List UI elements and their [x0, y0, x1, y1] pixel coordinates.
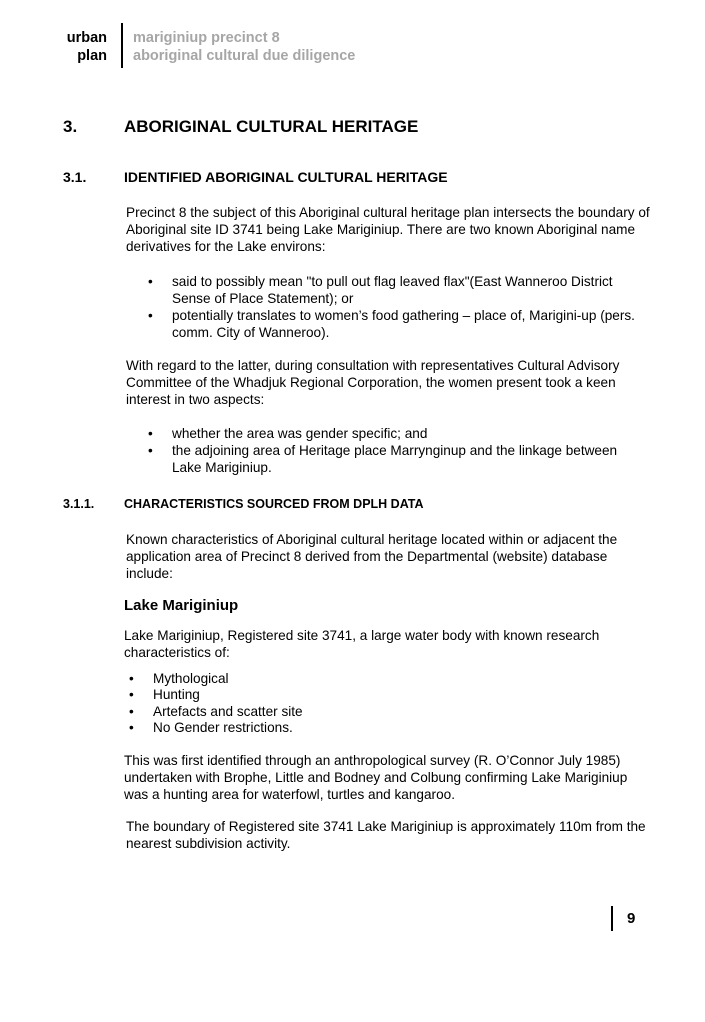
list-item: • the adjoining area of Heritage place Marrynginup and the linkage between Lake Mariginiup. [172, 442, 647, 476]
survey-paragraph: This was first identified through an anthropological survey (R. O’Connor July 1985) undertaken with Brophe, Little and Bodney and Colbung confirming Lake Mariginiup was a hunting area for waterfowl, turtles and kangaroo. [124, 753, 628, 802]
document-title-line1: mariginiup precinct 8 [133, 30, 280, 46]
subsection-title: IDENTIFIED ABORIGINAL CULTURAL HERITAGE [124, 169, 448, 185]
list-item: • Mythological [153, 671, 573, 687]
lake-heading: Lake Mariginiup [124, 597, 239, 614]
lake-description-paragraph: Lake Mariginiup, Registered site 3741, a large water body with known research characteristics of: [124, 628, 600, 660]
list-item: • potentially translates to women’s food gathering – place of, Marigini-up (pers. comm. City of Wanneroo). [172, 307, 647, 341]
subsubsection-number: 3.1.1. [63, 497, 95, 511]
consultation-paragraph: With regard to the latter, during consultation with representatives Cultural Advisory Committee of the Whadjuk Regional Corporation, the women present took a keen interest in two aspects: [126, 358, 620, 407]
logo-line-plan: plan [77, 48, 107, 64]
aspects-list [172, 425, 647, 476]
list-item: • Artefacts and scatter site [153, 704, 573, 720]
list-item: • No Gender restrictions. [153, 720, 573, 736]
characteristics-intro-paragraph: Known characteristics of Aboriginal cultural heritage located within or adjacent the application area of Precinct 8 derived from the Departmental (website) database include: [126, 532, 618, 581]
section-number: 3. [63, 117, 78, 136]
document-title [133, 29, 355, 65]
urbanplan-logo [40, 29, 107, 65]
name-derivatives-list [172, 273, 647, 341]
subsection-number: 3.1. [63, 169, 87, 185]
page-number-divider [611, 906, 613, 931]
list-item: • said to possibly mean "to pull out flag leaved flax"(East Wanneroo District Sense of Place Statement); or [172, 273, 647, 307]
subsection-intro-paragraph: Precinct 8 the subject of this Aboriginal cultural heritage plan intersects the boundary of Aboriginal site ID 3741 being Lake Mariginiup. There are two known Aboriginal name derivatives for the Lake environs: [126, 205, 650, 254]
subsubsection-title: CHARACTERISTICS SOURCED FROM DPLH DATA [124, 497, 424, 511]
list-item: • whether the area was gender specific; and [172, 425, 647, 442]
lake-characteristics-list [153, 671, 573, 736]
header-divider [121, 23, 123, 68]
page-number: 9 [627, 910, 636, 927]
logo-line-urban: urban [66, 30, 107, 46]
list-item: • Hunting [153, 687, 573, 703]
boundary-paragraph: The boundary of Registered site 3741 Lake Mariginiup is approximately 110m from the nearest subdivision activity. [126, 819, 646, 851]
section-title: ABORIGINAL CULTURAL HERITAGE [124, 117, 419, 136]
document-title-line2: aboriginal cultural due diligence [133, 48, 356, 64]
